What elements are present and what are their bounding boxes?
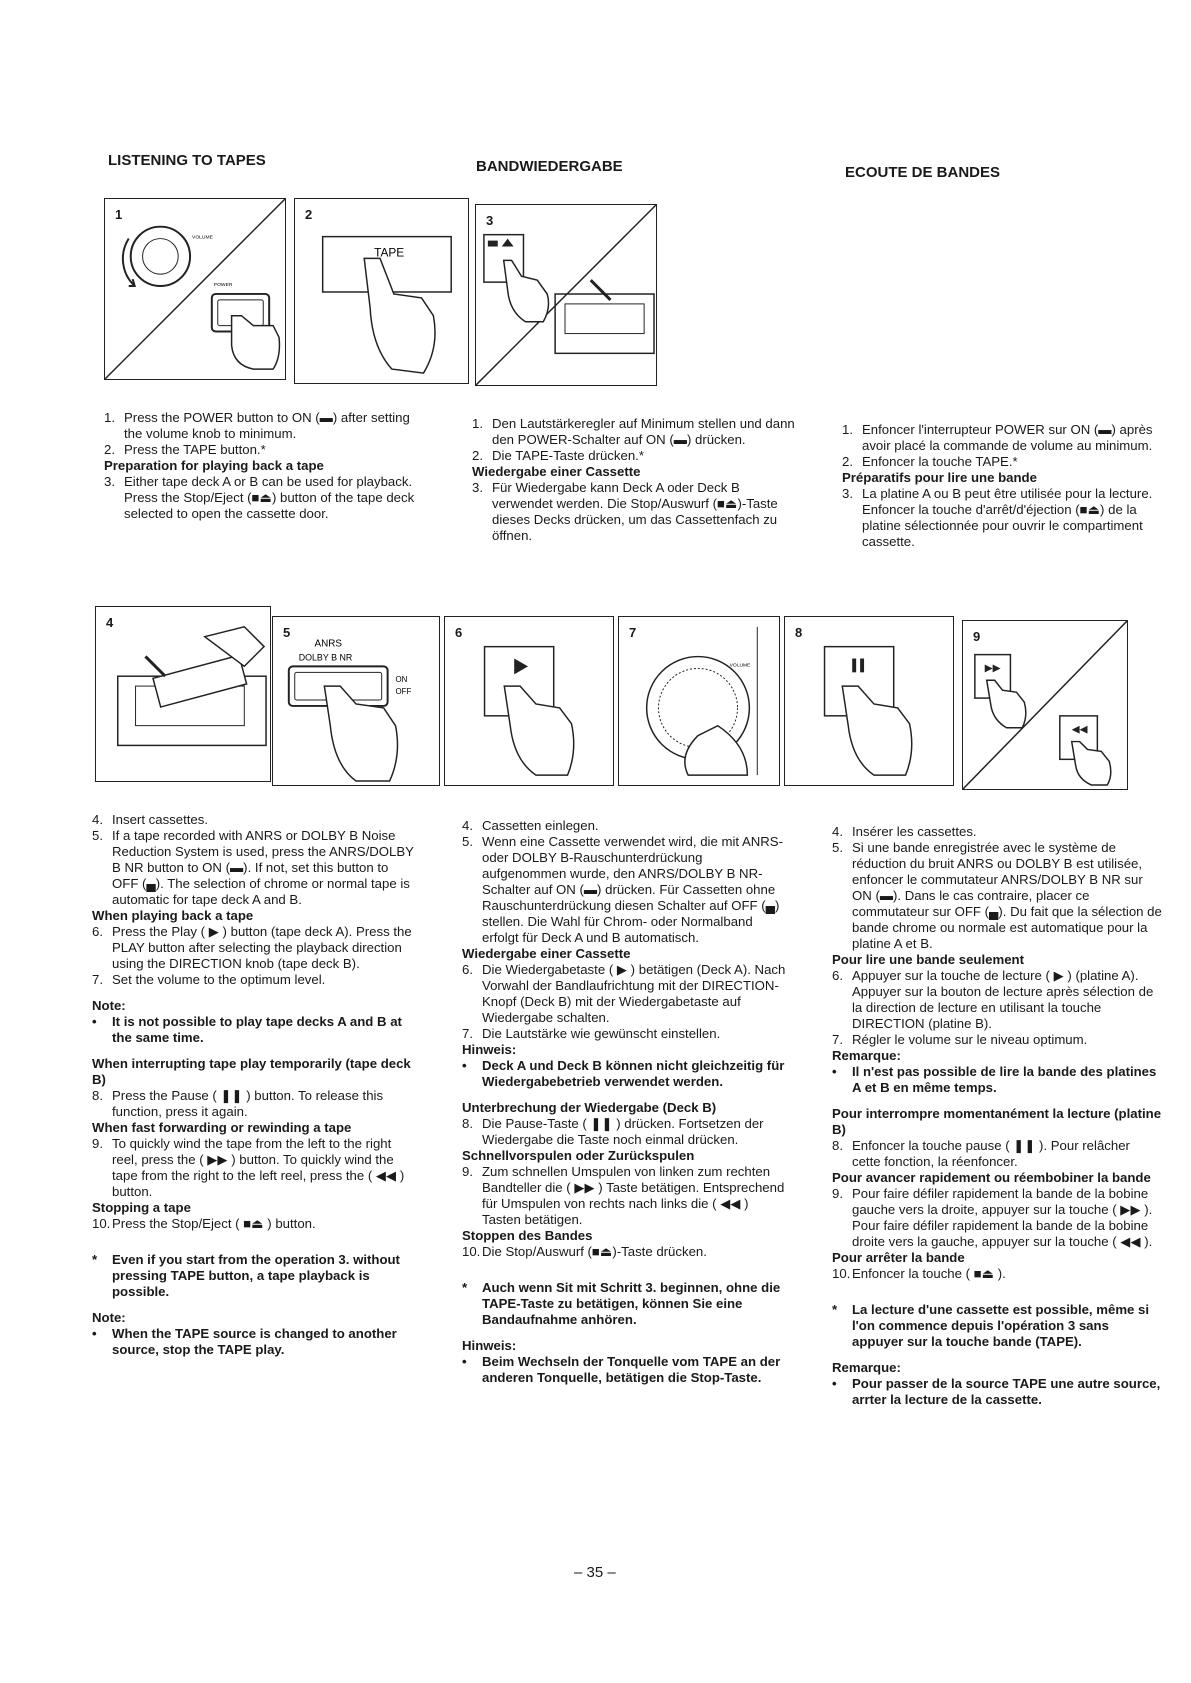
play-button-illustration xyxy=(445,617,613,785)
bullet-icon: • xyxy=(462,1354,467,1369)
on-text: ON xyxy=(395,675,408,685)
step-text: Press the POWER button to ON (▬) after setting the volume knob to minimum. xyxy=(124,410,410,441)
step-text: Cassetten einlegen. xyxy=(482,818,599,833)
step-text: Insert cassettes. xyxy=(112,812,209,827)
step-text: Zum schnellen Umspulen von linken zum rechten Bandteller die ( ▶▶ ) Taste betätigen. Entsprechend für Umspulen von rechts nach links die ( ◀◀ ) Tasten betätigen. xyxy=(482,1164,785,1227)
panel-number: 9 xyxy=(973,629,981,644)
insert-cassette-illustration xyxy=(96,607,270,781)
asterisk-icon: * xyxy=(92,1252,98,1267)
note-text: Even if you start from the operation 3. without pressing TAPE button, a tape playback is possible. xyxy=(112,1252,400,1299)
tape-button-illustration xyxy=(295,199,468,383)
bullet-icon: • xyxy=(92,1326,97,1341)
note-label: Note: xyxy=(92,998,126,1013)
step-text: Enfoncer la touche TAPE.* xyxy=(862,454,1018,469)
step-number: 3. xyxy=(104,474,115,489)
subheading: Pour interrompre momentanément la lecture (platine B) xyxy=(832,1106,1162,1137)
subheading: Pour arrêter la bande xyxy=(832,1250,965,1265)
panel-number: 1 xyxy=(115,207,123,222)
panel-2 xyxy=(294,198,469,384)
page-number: – 35 – xyxy=(574,1564,616,1581)
panel-number: 7 xyxy=(629,625,637,640)
step-number: 5. xyxy=(832,840,843,855)
step-number: 3. xyxy=(842,486,853,501)
panel-number: 6 xyxy=(455,625,463,640)
step-number: 7. xyxy=(462,1026,473,1041)
panel-8 xyxy=(784,616,954,786)
panel-number: 3 xyxy=(486,213,494,228)
note-label: Note: xyxy=(92,1310,126,1325)
note-label: Hinweis: xyxy=(462,1042,517,1057)
step-number: 1. xyxy=(104,410,115,425)
step-text: Enfoncer la touche ( ■⏏ ). xyxy=(852,1266,1006,1281)
subheading: Schnellvorspulen oder Zurückspulen xyxy=(462,1148,695,1163)
step-text: Die TAPE-Taste drücken.* xyxy=(492,448,644,463)
step-number: 7. xyxy=(92,972,103,987)
note-text: Deck A und Deck B können nicht gleichzeitig für Wiedergabebetrieb verwendet werden. xyxy=(482,1058,785,1089)
step-text: Appuyer sur la touche de lecture ( ▶ ) (platine A). Appuyer sur la bouton de lecture après sélection de la direction de lecture en utilisant la touche DIRECTION (platine B). xyxy=(852,968,1154,1031)
pause-button-illustration xyxy=(785,617,953,785)
step-number: 3. xyxy=(472,480,483,495)
step-text: Si une bande enregistrée avec le système de réduction du bruit ANRS ou DOLBY B est utilisée, enfoncer le commutateur ANRS/DOLBY B NR sur ON (▬). Dans le cas contraire, placer ce commutateur sur OFF (▄). Du fait que la sélection de bande chrome ou normale est automatique pour la platine A et B. xyxy=(852,840,1162,951)
note-label: Hinweis: xyxy=(462,1338,517,1353)
header-en: LISTENING TO TAPES xyxy=(108,152,266,169)
step-number: 9. xyxy=(832,1186,843,1201)
step-text: Wenn eine Cassette verwendet wird, die mit ANRS- oder DOLBY B-Rauschunterdrückung aufgenommen wurde, den ANRS/DOLBY B NR-Schalter auf ON (▬) drücken. Für Cassetten ohne Rauschunterdrückung diesen Schalter auf OFF (▄) stellen. Die Wahl für Chrom- oder Normalband erfolgt für Deck A und B automatisch. xyxy=(482,834,783,945)
step-number: 8. xyxy=(832,1138,843,1153)
tape-text: TAPE xyxy=(374,245,405,260)
subheading: Stopping a tape xyxy=(92,1200,191,1215)
step-text: Régler le volume sur le niveau optimum. xyxy=(852,1032,1088,1047)
fr-bottom-text xyxy=(832,824,1162,1408)
step-number: 10. xyxy=(832,1266,851,1281)
subheading: Wiedergabe einer Cassette xyxy=(462,946,631,961)
step-number: 1. xyxy=(472,416,483,431)
step-text: Either tape deck A or B can be used for playback. Press the Stop/Eject (■⏏) button of the tape deck selected to open the cassette door. xyxy=(124,474,415,521)
anrs-dolby-illustration xyxy=(273,617,439,785)
subheading: Préparatifs pour lire une bande xyxy=(842,470,1037,485)
panel-number: 2 xyxy=(305,207,313,222)
step-number: 2. xyxy=(104,442,115,457)
note-text: Il n'est pas possible de lire la bande des platines A et B en même temps. xyxy=(852,1064,1157,1095)
panel-4 xyxy=(95,606,271,782)
bullet-icon: • xyxy=(462,1058,467,1073)
panel-5 xyxy=(272,616,440,786)
dolby-text: DOLBY B NR xyxy=(298,652,353,663)
panel-number: 5 xyxy=(283,625,291,640)
anrs-text: ANRS xyxy=(314,638,342,650)
step-number: 4. xyxy=(92,812,103,827)
step-number: 4. xyxy=(832,824,843,839)
power-text: POWER xyxy=(213,283,233,289)
subheading: Preparation for playing back a tape xyxy=(104,458,324,473)
stop-eject-illustration xyxy=(476,205,656,385)
header-fr: ECOUTE DE BANDES xyxy=(845,164,1001,181)
volume-knob-illustration xyxy=(619,617,779,785)
note-text: Auch wenn Sit mit Schritt 3. beginnen, ohne die TAPE-Taste zu betätigen, können Sie eine Bandaufnahme anhören. xyxy=(482,1280,781,1327)
step-text: Die Wiedergabetaste ( ▶ ) betätigen (Deck A). Nach Vorwahl der Bandlaufrichtung mit der DIRECTION-Knopf (Deck B) mit der Wiedergabetaste auf Wiedergabe schalten. xyxy=(482,962,786,1025)
note-label: Remarque: xyxy=(832,1360,901,1375)
off-text: OFF xyxy=(395,687,412,697)
note-text: Beim Wechseln der Tonquelle vom TAPE an der anderen Tonquelle, betätigen die Stop-Taste. xyxy=(482,1354,781,1385)
de-top-text xyxy=(472,416,802,544)
step-number: 5. xyxy=(92,828,103,843)
step-text: Den Lautstärkeregler auf Minimum stellen und dann den POWER-Schalter auf ON (▬) drücken. xyxy=(492,416,795,447)
de-bottom-text xyxy=(462,818,790,1386)
step-text: Für Wiedergabe kann Deck A oder Deck B verwendet werden. Die Stop/Auswurf (■⏏)-Taste dieses Decks drücken, um das Cassettenfach zu öffnen. xyxy=(492,480,778,543)
step-number: 9. xyxy=(462,1164,473,1179)
volume-power-illustration xyxy=(105,199,285,379)
note-text: La lecture d'une cassette est possible, même si l'on commence depuis l'opération 3 sans appuyer sur la touche bande (TAPE). xyxy=(852,1302,1150,1349)
step-number: 2. xyxy=(472,448,483,463)
subheading: Wiedergabe einer Cassette xyxy=(472,464,641,479)
asterisk-icon: * xyxy=(462,1280,468,1295)
step-number: 6. xyxy=(92,924,103,939)
note-text: It is not possible to play tape decks A and B at the same time. xyxy=(112,1014,402,1045)
step-text: Press the Play ( ▶ ) button (tape deck A). Press the PLAY button after selecting the playback direction using the DIRECTION knob (tape deck B). xyxy=(112,924,412,971)
bullet-icon: • xyxy=(92,1014,97,1029)
step-number: 9. xyxy=(92,1136,103,1151)
panel-7 xyxy=(618,616,780,786)
step-number: 1. xyxy=(842,422,853,437)
step-number: 6. xyxy=(462,962,473,977)
step-text: Enfoncer la touche pause ( ❚❚ ). Pour relâcher cette fonction, la réenfoncer. xyxy=(852,1138,1130,1169)
step-text: If a tape recorded with ANRS or DOLBY B Noise Reduction System is used, press the ANRS/DOLBY B NR button to ON (▬). If not, set this button to OFF (▄). The selection of chrome or normal tape is automatic for tape deck A and B. xyxy=(112,828,414,907)
panel-number: 4 xyxy=(106,615,114,630)
panel-3 xyxy=(475,204,657,386)
en-top-text xyxy=(104,410,430,522)
step-text: Set the volume to the optimum level. xyxy=(112,972,326,987)
header-de: BANDWIEDERGABE xyxy=(476,158,623,175)
step-number: 10. xyxy=(462,1244,481,1259)
subheading: When interrupting tape play temporarily (tape deck B) xyxy=(92,1056,411,1087)
bullet-icon: • xyxy=(832,1064,837,1079)
step-text: Enfoncer l'interrupteur POWER sur ON (▬) après avoir placé la commande de volume au minimum. xyxy=(862,422,1153,453)
en-bottom-text xyxy=(92,812,418,1358)
step-number: 8. xyxy=(92,1088,103,1103)
panel-9 xyxy=(962,620,1128,790)
step-text: Die Lautstärke wie gewünscht einstellen. xyxy=(482,1026,721,1041)
panel-number: 8 xyxy=(795,625,803,640)
subheading: Pour avancer rapidement ou réembobiner la bande xyxy=(832,1170,1151,1185)
step-number: 4. xyxy=(462,818,473,833)
note-text: When the TAPE source is changed to another source, stop the TAPE play. xyxy=(112,1326,397,1357)
volume-text: VOLUME xyxy=(729,663,751,669)
ff-rew-illustration xyxy=(963,621,1127,789)
step-text: Press the Pause ( ❚❚ ) button. To release this function, press it again. xyxy=(112,1088,384,1119)
note-text: Pour passer de la source TAPE une autre source, arrter la lecture de la cassette. xyxy=(852,1376,1161,1407)
step-text: Die Stop/Auswurf (■⏏)-Taste drücken. xyxy=(482,1244,707,1259)
step-text: Die Pause-Taste ( ❚❚ ) drücken. Fortsetzen der Wiedergabe die Taste noch einmal drücken. xyxy=(482,1116,764,1147)
bullet-icon: • xyxy=(832,1376,837,1391)
subheading: Stoppen des Bandes xyxy=(462,1228,593,1243)
step-text: Press the TAPE button.* xyxy=(124,442,266,457)
note-label: Remarque: xyxy=(832,1048,901,1063)
volume-text: VOLUME xyxy=(192,235,213,241)
panel-6 xyxy=(444,616,614,786)
step-text: To quickly wind the tape from the left to the right reel, press the ( ▶▶ ) button. To quickly wind the tape from the right to the left reel, press the ( ◀◀ ) button. xyxy=(112,1136,405,1199)
step-text: Insérer les cassettes. xyxy=(852,824,977,839)
step-number: 5. xyxy=(462,834,473,849)
subheading: Pour lire une bande seulement xyxy=(832,952,1024,967)
step-number: 7. xyxy=(832,1032,843,1047)
step-number: 6. xyxy=(832,968,843,983)
step-text: La platine A ou B peut être utilisée pour la lecture. Enfoncer la touche d'arrêt/d'éjection (■⏏) de la platine sélectionnée pour ouvrir le compartiment cassette. xyxy=(862,486,1153,549)
panel-1 xyxy=(104,198,286,380)
step-text: Pour faire défiler rapidement la bande de la bobine gauche vers la droite, appuyer sur la touche ( ▶▶ ). Pour faire défiler rapidement la bande de la bobine droite vers la gauche, appuyer sur la touche ( ◀◀ ). xyxy=(852,1186,1153,1249)
subheading: When playing back a tape xyxy=(92,908,254,923)
step-number: 2. xyxy=(842,454,853,469)
subheading: Unterbrechung der Wiedergabe (Deck B) xyxy=(462,1100,717,1115)
step-text: Press the Stop/Eject ( ■⏏ ) button. xyxy=(112,1216,316,1231)
step-number: 10. xyxy=(92,1216,111,1231)
fr-top-text xyxy=(842,422,1168,550)
subheading: When fast forwarding or rewinding a tape xyxy=(92,1120,352,1135)
step-number: 8. xyxy=(462,1116,473,1131)
asterisk-icon: * xyxy=(832,1302,838,1317)
